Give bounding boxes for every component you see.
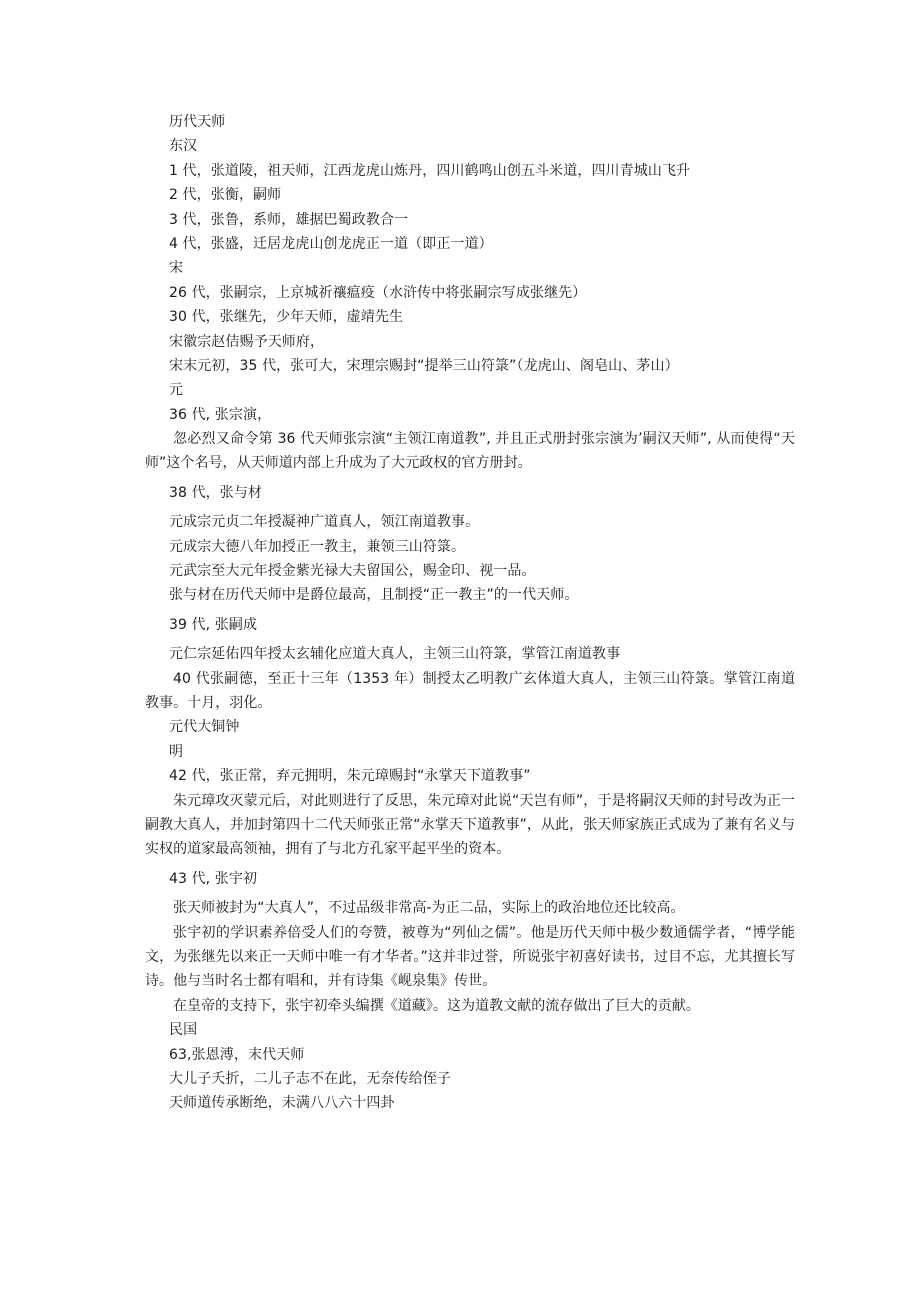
generation-2: 2 代，张衡，嗣师 <box>169 187 282 204</box>
generation-36-paragraph: 忽必烈又命令第 36 代天师张宗演“主领江南道教”, 并且正式册封张宗演为’嗣汉天师”, 从而使得“天师”这个名号，从天师道内部上升成为了大元政权的官方册封。 <box>145 431 795 472</box>
generation-38-note-b: 元成宗大德八年加授正一教主，兼领三山符箓。 <box>169 538 466 555</box>
dynasty-heading-donghan: 东汉 <box>169 138 198 155</box>
generation-38-note-a: 元成宗元贞二年授凝神广道真人，领江南道教事。 <box>169 514 480 531</box>
generation-38-note-c: 元武宗至大元年授金紫光禄大夫留国公，赐金印、视一品。 <box>169 563 536 580</box>
dynasty-heading-yuan: 元 <box>169 382 184 399</box>
dynasty-heading-minguo: 民国 <box>169 1022 198 1039</box>
generation-42-paragraph: 朱元璋攻灭蒙元后，对此则进行了反思，朱元璋对此说“天岂有师”，于是将嗣汉天师的封号改为正一嗣教大真人，并加封第四十二代天师张正常“永掌天下道教事”，从此，张天师家族正式成为了兼有名义与实权的道家最高领袖，拥有了与北方孔家平起平坐的资本。 <box>145 792 795 858</box>
generation-63-note-a: 大儿子夭折，二儿子志不在此，无奈传给侄子 <box>169 1071 451 1088</box>
document-body <box>145 110 795 1116</box>
dynasty-heading-ming: 明 <box>169 743 184 760</box>
yuan-bronze-bell: 元代大铜钟 <box>169 719 240 736</box>
generation-26: 26 代，张嗣宗，上京城祈禳瘟疫（水浒传中将张嗣宗写成张继先） <box>169 284 587 301</box>
generation-39-note: 元仁宗延佑四年授太玄辅化应道大真人，主领三山符箓，掌管江南道教事 <box>169 646 621 663</box>
generation-1: 1 代，张道陵，祖天师，江西龙虎山炼丹，四川鹤鸣山创五斗米道，四川青城山飞升 <box>169 162 691 179</box>
generation-30: 30 代，张继先，少年天师，虚靖先生 <box>169 309 404 326</box>
generation-38-note-d: 张与材在历代天师中是爵位最高，且制授“正一教主”的一代天师。 <box>169 587 579 604</box>
generation-38: 38 代，张与材 <box>169 484 263 501</box>
generation-43-paragraph-c: 在皇帝的支持下，张宇初牵头编撰《道藏》。这为道教文献的流存做出了巨大的贡献。 <box>173 997 700 1014</box>
generation-43-paragraph-b: 张宇初的学识素养倍受人们的夸赞，被尊为“列仙之儒”。他是历代天师中极少数通儒学者，“博学能文，为张继先以来正一天师中唯一有才华者。”这并非过誉，所说张宇初喜好读书，过目不忘，尤其擅长写诗。他与当时名士都有唱和，并有诗集《岘泉集》传世。 <box>145 924 795 990</box>
document-title: 历代天师 <box>169 114 226 130</box>
generation-36: 36 代, 张宗演， <box>169 406 272 423</box>
dynasty-heading-song: 宋 <box>169 260 184 277</box>
generation-42: 42 代，张正常，弃元拥明，朱元璋赐封“永掌天下道教事” <box>169 768 531 785</box>
generation-40-paragraph: 40 代张嗣德，至正十三年（1353 年）制授太乙明教广玄体道大真人，主领三山符箓。掌管江南道教事。十月，羽化。 <box>145 670 795 712</box>
generation-43: 43 代, 张宇初 <box>169 870 258 887</box>
generation-35: 宋末元初，35 代，张可大，宋理宗赐封“提举三山符箓”（龙虎山、阁皂山、茅山） <box>169 357 679 374</box>
generation-39: 39 代, 张嗣成 <box>169 616 258 633</box>
generation-3: 3 代，张鲁，系师，雄据巴蜀政教合一 <box>169 211 409 228</box>
generation-43-paragraph-a: 张天师被封为“大真人”，不过品级非常高-为正二品，实际上的政治地位还比较高。 <box>173 900 685 917</box>
generation-4: 4 代，张盛，迁居龙虎山创龙虎正一道（即正一道） <box>169 235 493 252</box>
song-huizong-note: 宋徽宗赵佶赐予天师府， <box>169 333 325 350</box>
generation-63-note-b: 天师道传承断绝，未满八八六十四卦 <box>169 1095 395 1112</box>
generation-63: 63,张恩溥，末代天师 <box>169 1046 305 1063</box>
